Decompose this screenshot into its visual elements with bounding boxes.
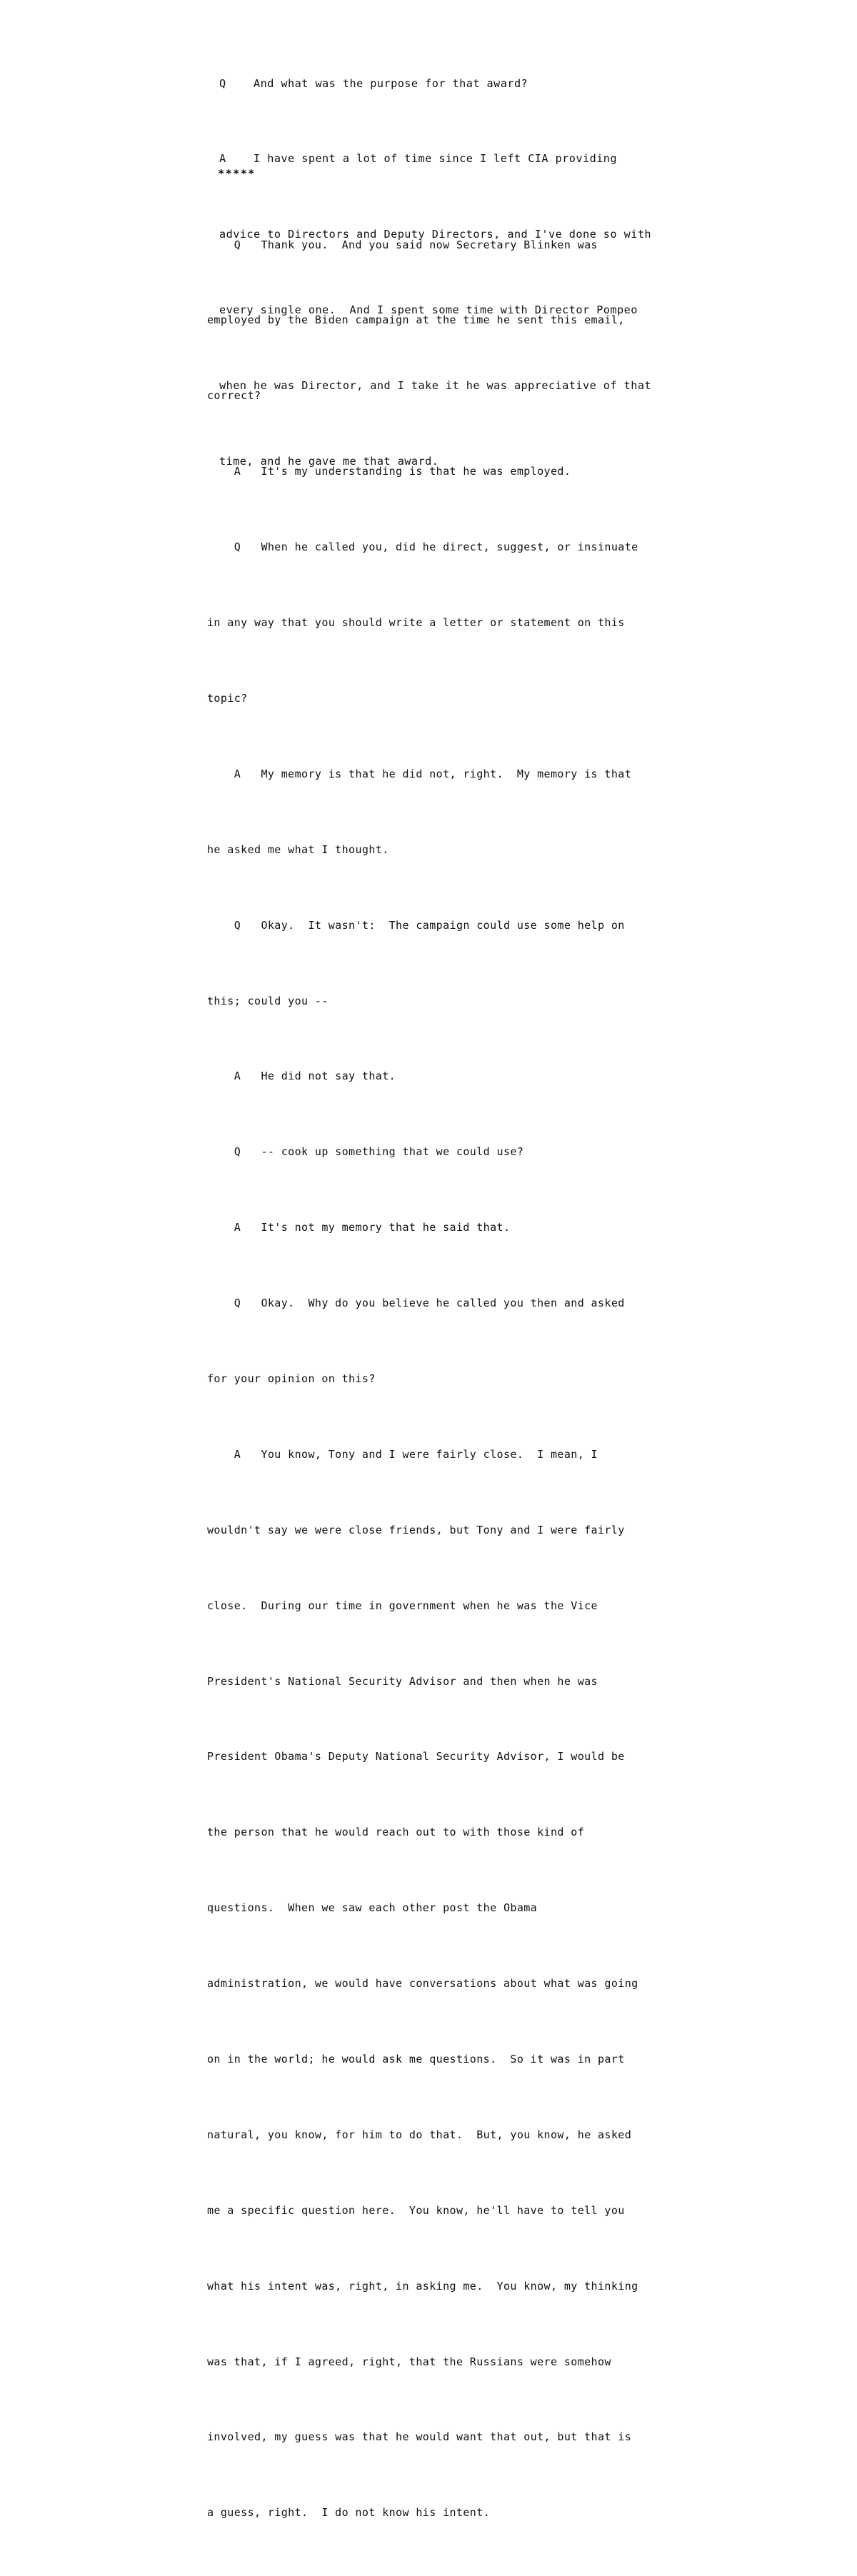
transcript-line: when he was Director, and I take it he was appreciative of that	[219, 379, 652, 393]
transcript-line: topic?	[207, 691, 248, 705]
transcript-line: Q Okay. Why do you believe he called you then and asked	[207, 1297, 625, 1310]
transcript-line: he asked me what I thought.	[207, 842, 389, 856]
transcript-line: A It's my understanding is that he was employed.	[207, 465, 571, 478]
transcript-line: A He did not say that.	[207, 1070, 396, 1083]
transcript-line: this; could you --	[207, 994, 329, 1007]
transcript-line: on in the world; he would ask me questions. So it was in part	[207, 2052, 625, 2066]
transcript-line: me a specific question here. You know, he'll have to tell you	[207, 2203, 625, 2217]
transcript-line: Q Thank you. And you said now Secretary Blinken was	[207, 238, 598, 251]
transcript-line: natural, you know, for him to do that. But, you know, he asked	[207, 2128, 632, 2141]
transcript-line: employed by the Biden campaign at the time he sent this email,	[207, 313, 625, 327]
transcript-line: administration, we would have conversations about what was going	[207, 1977, 638, 1991]
transcript-line: for your opinion on this?	[207, 1372, 376, 1385]
transcript-line: A You know, Tony and I were fairly close. I mean, I	[207, 1447, 598, 1461]
transcript-line: A It's not my memory that he said that.	[207, 1221, 511, 1234]
transcript-line: Q When he called you, did he direct, suggest, or insinuate	[207, 540, 638, 554]
transcript-line: Q -- cook up something that we could use?	[207, 1145, 524, 1159]
transcript-line: time, and he gave me that award.	[219, 455, 439, 468]
transcript-line: President Obama's Deputy National Security Advisor, I would be	[207, 1750, 625, 1764]
transcript-line: a guess, right. I do not know his intent.	[207, 2506, 491, 2520]
excerpt-break-separator: *****	[218, 167, 256, 180]
transcript-line: what his intent was, right, in asking me. You know, my thinking	[207, 2279, 638, 2293]
transcript-line: Q Okay. It wasn't: The campaign could use some help on	[207, 918, 625, 932]
transcript-line: close. During our time in government when he was the Vice	[207, 1599, 598, 1612]
transcript-line: in any way that you should write a letter or statement on this	[207, 616, 625, 630]
transcript-line: A I have spent a lot of time since I left CIA providing	[219, 152, 618, 166]
transcript-line: wouldn't say we were close friends, but Tony and I were fairly	[207, 1523, 625, 1536]
transcript-line: the person that he would reach out to with those kind of	[207, 1826, 585, 1839]
transcript-line: was that, if I agreed, right, that the Russians were somehow	[207, 2355, 611, 2368]
transcript-line: every single one. And I spent some time with Director Pompeo	[219, 303, 638, 317]
transcript-line: President's National Security Advisor and then when he was	[207, 1674, 598, 1688]
transcript-line: A My memory is that he did not, right. My memory is that	[207, 767, 632, 780]
transcript-line: correct?	[207, 389, 261, 403]
transcript-line: questions. When we saw each other post the Obama	[207, 1901, 538, 1915]
transcript-line: advice to Directors and Deputy Directors, and I've done so with	[219, 228, 652, 241]
transcript-line: involved, my guess was that he would want that out, but that is	[207, 2430, 632, 2444]
transcript-line: Q And what was the purpose for that award?	[219, 76, 528, 90]
transcript-block-lower	[207, 182, 638, 2576]
